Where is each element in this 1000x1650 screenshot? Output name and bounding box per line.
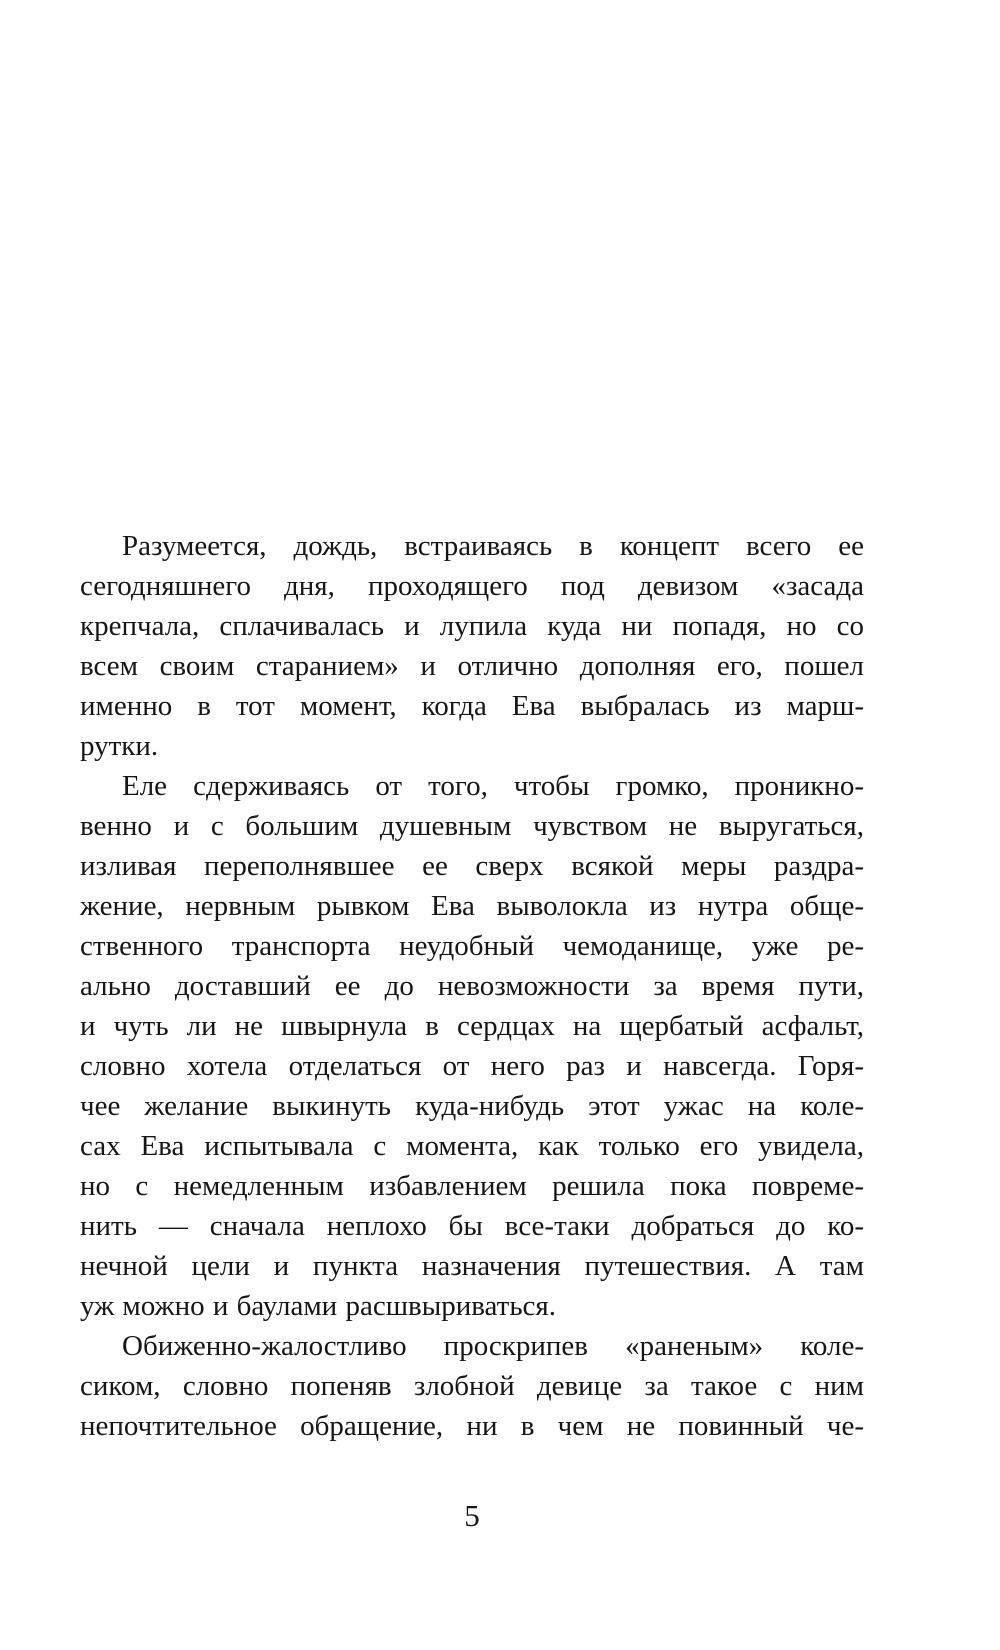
text-line: словно хотела отделаться от него раз и навсегда. Горя- xyxy=(80,1050,864,1082)
paragraph xyxy=(80,766,864,1326)
text-line: ально доставший ее до невозможности за время пути, xyxy=(80,970,864,1002)
text-line: жение, нервным рывком Ева выволокла из нутра обще- xyxy=(80,890,864,922)
text-line: нить — сначала неплохо бы все-таки добраться до ко- xyxy=(80,1210,864,1242)
text-line: сах Ева испытывала с момента, как только его увидела, xyxy=(80,1130,864,1162)
text-line: сегодняшнего дня, проходящего под девизом «засада xyxy=(80,570,864,602)
paragraph xyxy=(80,1326,864,1446)
text-line: Еле сдерживаясь от того, чтобы громко, проникно- xyxy=(122,770,864,802)
text-block xyxy=(80,526,864,1446)
text-line: крепчала, сплачивалась и лупила куда ни попадя, но со xyxy=(80,610,864,642)
text-line: непочтительное обращение, ни в чем не повинный че- xyxy=(80,1410,864,1442)
text-line: уж можно и баулами расшвыриваться. xyxy=(80,1290,557,1322)
text-line: и чуть ли не швырнула в сердцах на щербатый асфальт, xyxy=(80,1010,864,1042)
text-line: нечной цели и пункта назначения путешествия. А там xyxy=(80,1250,864,1282)
text-line: ственного транспорта неудобный чемоданище, уже ре- xyxy=(80,930,864,962)
text-line: Разумеется, дождь, встраиваясь в концепт всего ее xyxy=(122,530,864,562)
text-line: именно в тот момент, когда Ева выбралась из марш- xyxy=(80,690,864,722)
page-number: 5 xyxy=(464,1498,480,1533)
text-line: чее желание выкинуть куда-нибудь этот ужас на коле- xyxy=(80,1090,864,1122)
text-line: сиком, словно попеняв злобной девице за такое с ним xyxy=(80,1370,864,1402)
text-line: изливая переполнявшее ее сверх всякой меры раздра- xyxy=(80,850,864,882)
text-line: Обиженно-жалостливо проскрипев «раненым» коле- xyxy=(122,1330,864,1362)
paragraph xyxy=(80,526,864,766)
text-line: но с немедленным избавлением решила пока повреме- xyxy=(80,1170,864,1202)
text-line: рутки. xyxy=(80,730,159,762)
text-line: венно и с большим душевным чувством не выругаться, xyxy=(80,810,864,842)
text-line: всем своим старанием» и отлично дополняя его, пошел xyxy=(80,650,864,682)
